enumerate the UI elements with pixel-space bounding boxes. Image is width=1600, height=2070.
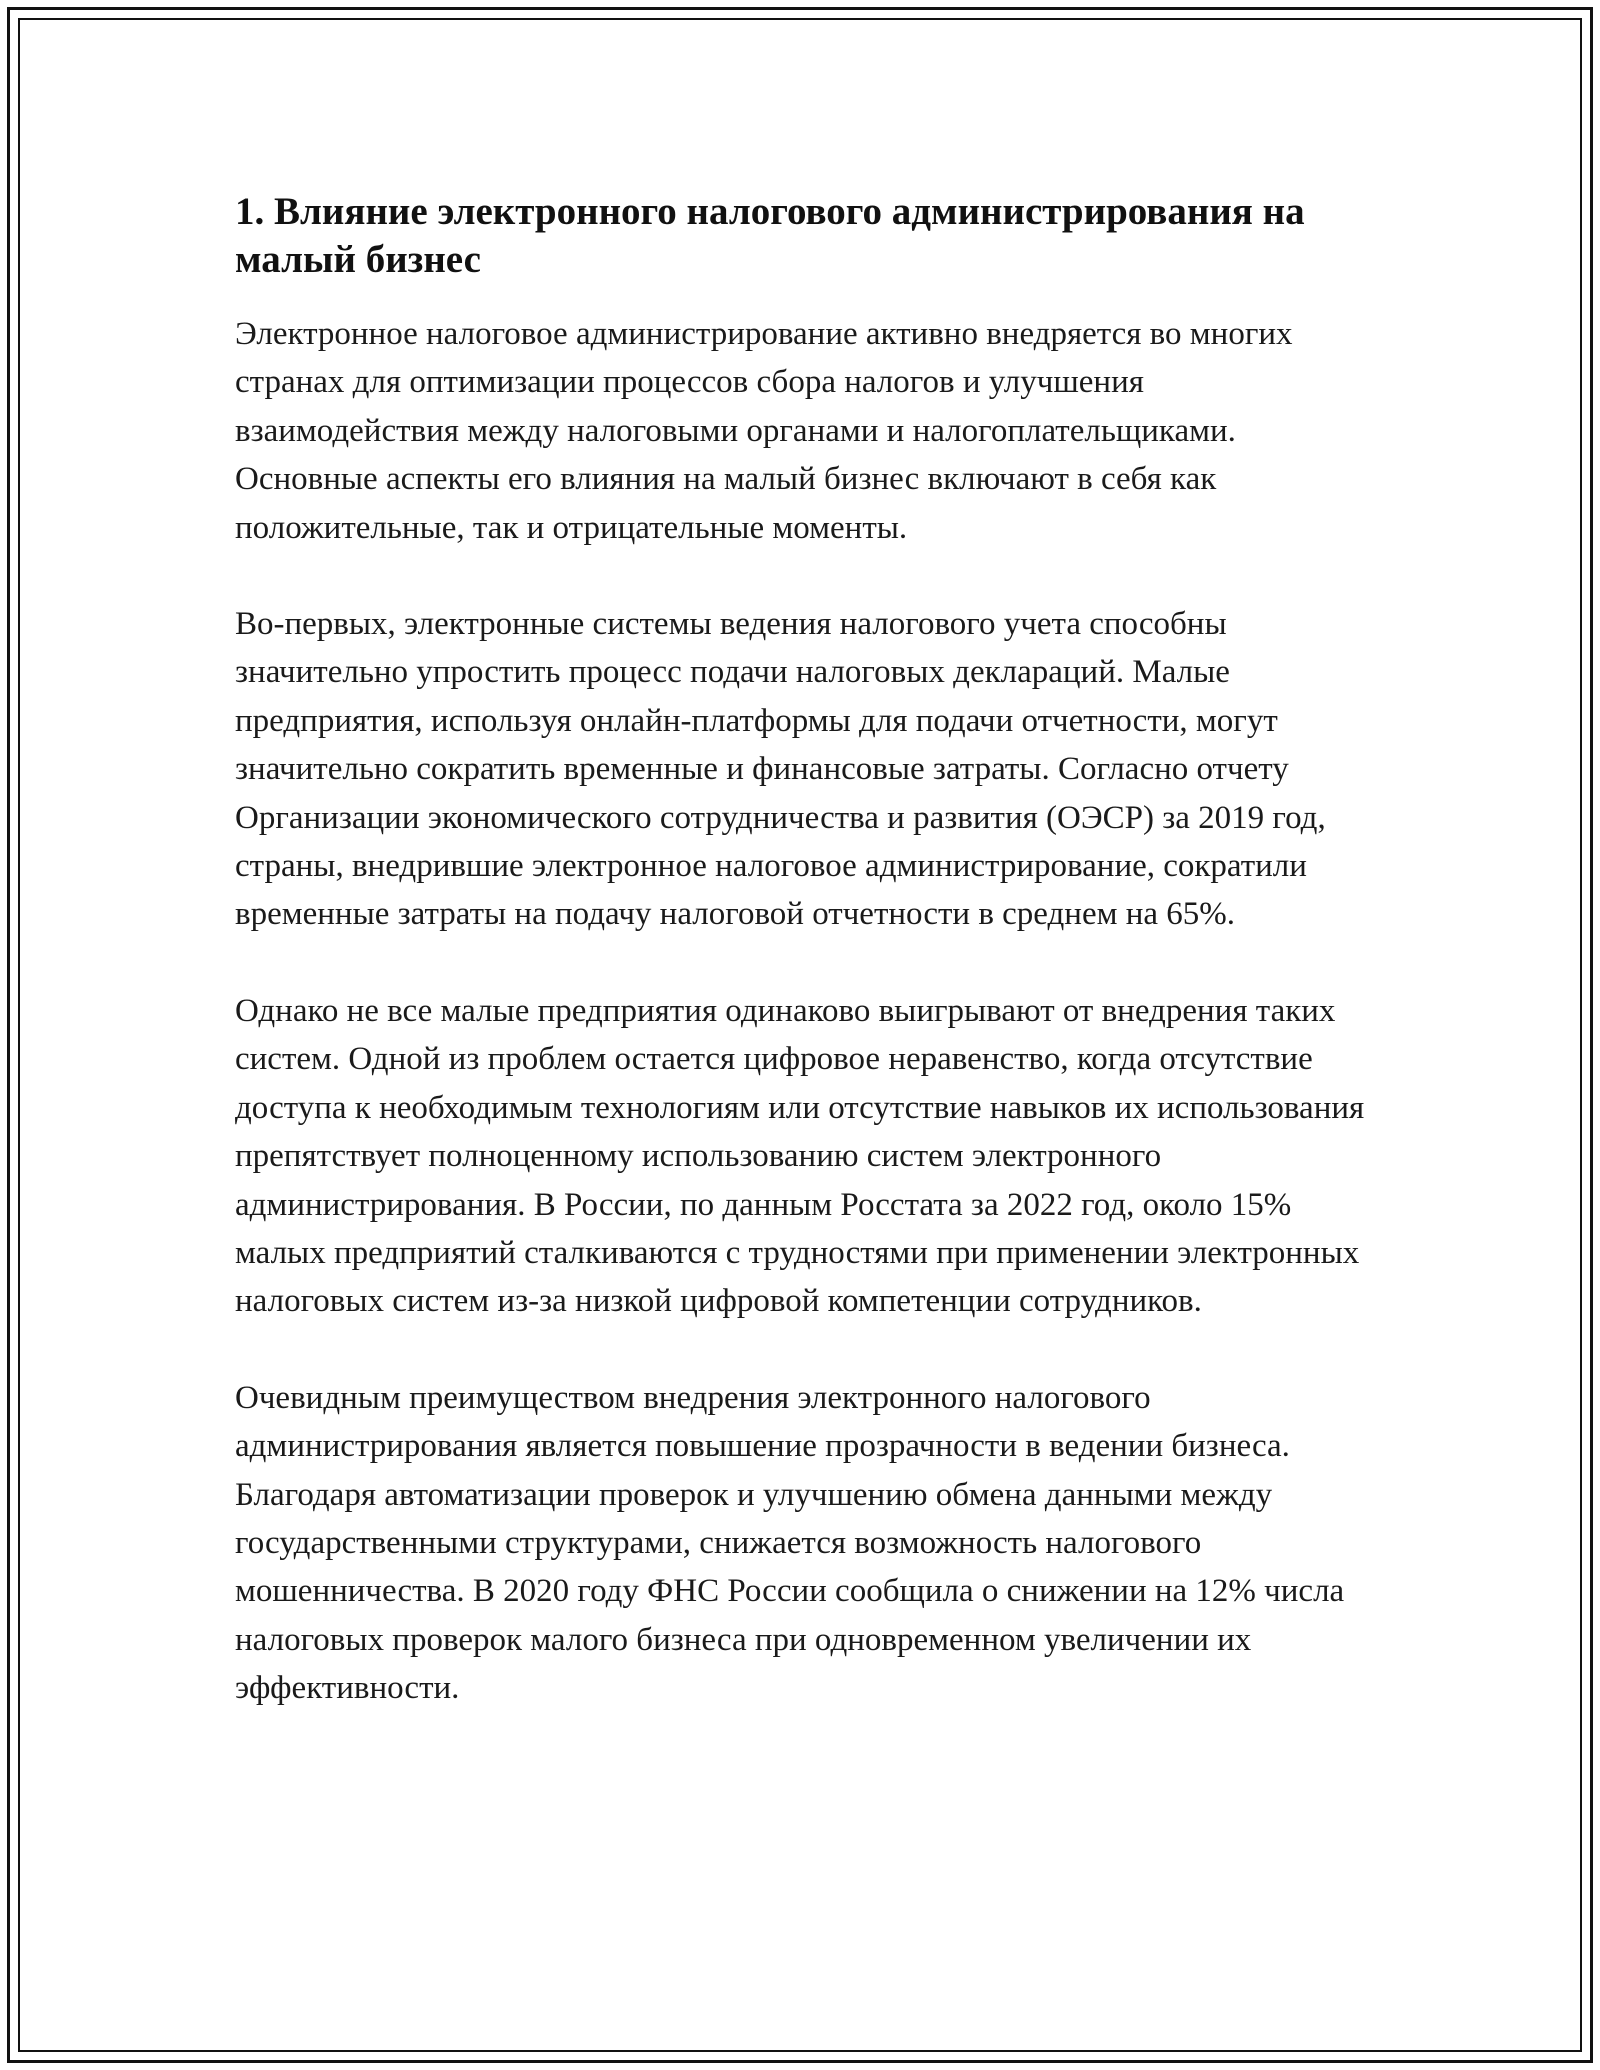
paragraph-transparency: Очевидным преимуществом внедрения электронного налогового администрирования является повышение прозрачности в ведении бизнеса. Благодаря автоматизации проверок и улучшению обмена данными между государственными структурами, снижается возможность налогового мошенничества. В 2020 году ФНС России сообщила о снижении на 12% числа налоговых проверок малого бизнеса при одновременном увеличении их эффективности. (235, 1379, 1345, 1707)
paragraph-intro: Электронное налоговое администрирование активно внедряется во многих странах для оптимизации процессов сбора налогов и улучшения взаимодействия между налоговыми органами и налогоплательщиками. Основные аспекты его влияния на малый бизнес включают в себя как положительные, так и отрицательные моменты. (235, 316, 1293, 546)
paragraph-first-point: Во-первых, электронные системы ведения налогового учета способны значительно упростить процесс подачи налоговых деклараций. Малые предприятия, используя онлайн-платформы для подачи отчетности, могут значительно сократить временные и финансовые затраты. Согласно отчету Организации экономического сотрудничества и развития (ОЭСР) за 2019 год, страны, внедрившие электронное налоговое администрирование, сократили временные затраты на подачу налоговой отчетности в среднем на 65%. (235, 606, 1326, 933)
section-heading: 1. Влияние электронного налогового администрирования на малый бизнес (235, 190, 1305, 281)
paragraph-digital-inequality: Однако не все малые предприятия одинаково выигрывают от внедрения таких систем. Одной из проблем остается цифровое неравенство, когда отсутствие доступа к необходимым технологиям или отсутствие навыков их использования препятствует полноценному использованию систем электронного администрирования. В России, по данным Росстата за 2022 год, около 15% малых предприятий сталкиваются с трудностями при применении электронных налоговых систем из-за низкой цифровой компетенции сотрудников. (235, 992, 1365, 1320)
document-body (235, 188, 1370, 1713)
